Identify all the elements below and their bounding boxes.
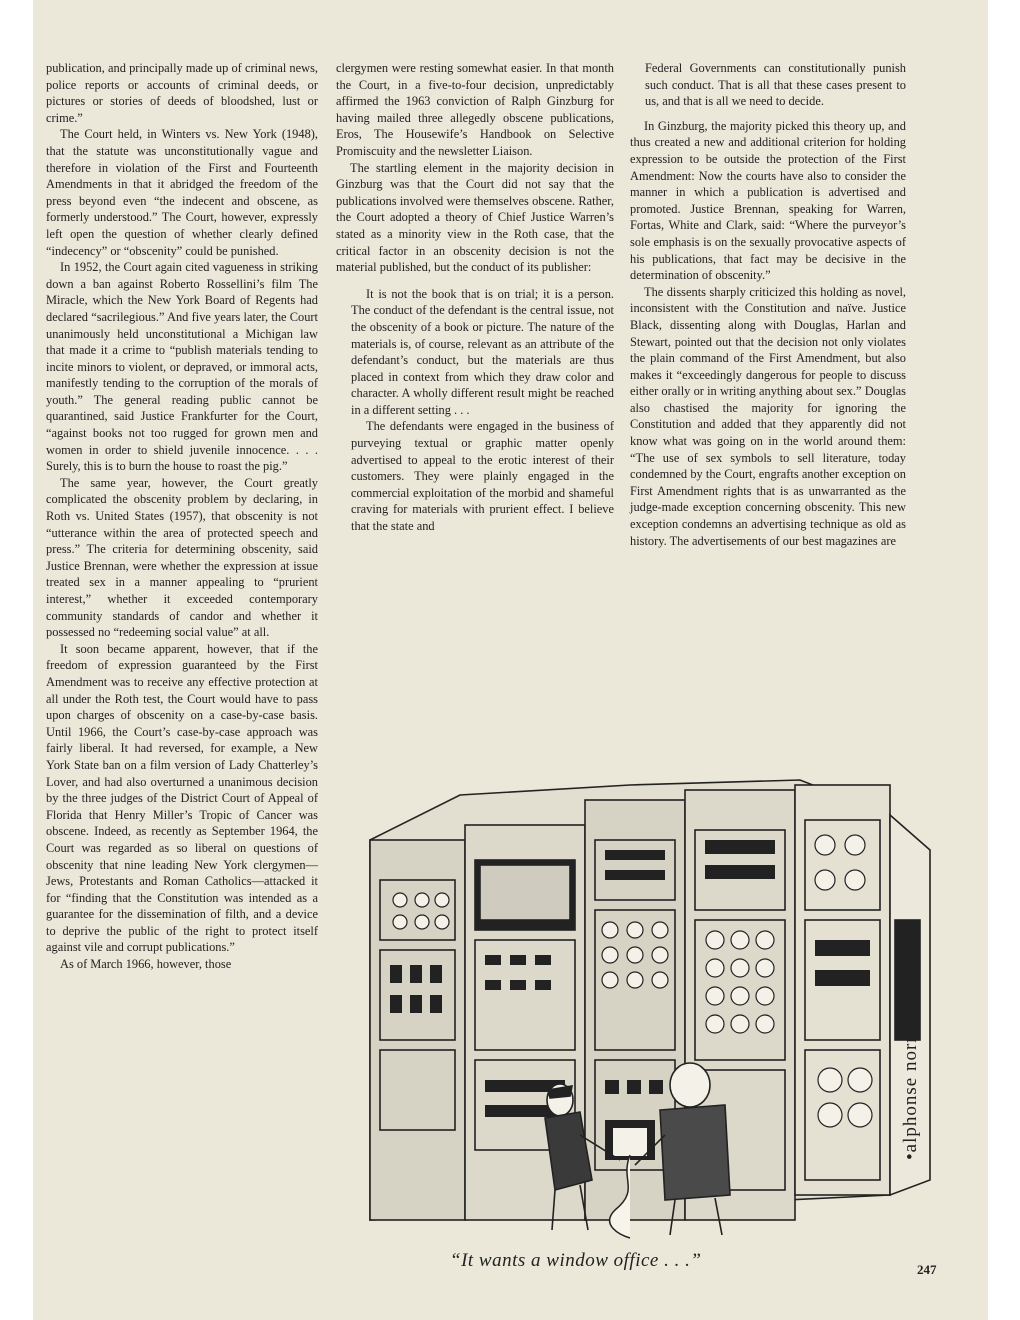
artist-signature: •alphonse normandia• [900, 973, 921, 1160]
paragraph: In 1952, the Court again cited vagueness in striking down a ban against Roberto Rossellini’s film The Miracle, which the New York Board of Regents had declared “sacrilegious.” And five years later, the Court unanimously held unconstitutional a Michigan law that made it a crime to “publish materials tending to incite minors to violent, or depraved, or immoral acts, manifestly tending to the corruption of the morals of youth.” The general reading public cannot be quarantined, said Justice Frankfurter for the Court, “against books not too rugged for grown men and women in order to shield juvenile innocence. . . . Surely, this is to burn the house to roast the pig.” [46, 260, 318, 474]
cartoon-caption: “It wants a window office . . .” [450, 1250, 702, 1271]
paragraph: As of March 1966, however, those [60, 957, 232, 972]
page-number: 247 [917, 1262, 937, 1277]
text-column-3 [630, 60, 906, 549]
paragraph: In Ginzburg, the majority picked this theory up, and thus created a new and additional criterion for holding expression to be outside the protection of the First Amendment: Now the courts have also to consider the manner in which a publication is advertised and promoted. Justice Brennan, speaking for Warren, Fortas, White and Clark, said: “Where the purveyor’s sole emphasis is on the sexually provocative aspects of his publications, that fact may be decisive in the determination of obscenity.” [630, 118, 906, 283]
paragraph: publication, and principally made up of criminal news, police reports or accounts of criminal deeds, or pictures or stories of deeds of bloodshed, lust or crime.” [46, 61, 318, 125]
quote-paragraph: The defendants were engaged in the business of purveying textual or graphic matter openly advertised to appeal to the erotic interest of their customers. They were plainly engaged in the commercial exploitation of the morbid and shameful craving for materials with prurient effect. I believe that the state and [351, 419, 614, 534]
block-quote [336, 286, 614, 535]
paragraph: The Court held, in Winters vs. New York (1948), that the statute was unconstitutionally vague and therefore in violation of the First and Fourteenth Amendments in that it abridged the freedom of the press beyond even “the indecent and obscene, as formerly understood.” The Court, however, expressly left open the question of whether clearly defined “indecency” or “obscenity” could be punished. [46, 127, 318, 258]
paragraph: It soon became apparent, however, that if the freedom of expression guaranteed by the First Amendment was to receive any effective protection at all under the Roth test, the Court would have to pass upon charges of obscenity on a case-by-case basis. Until 1966, the Court’s case-by-case approach was fairly liberal. It had reversed, for example, a New York State ban on a film version of Lady Chatterley’s Lover, and had also overturned a unanimous decision by the three judges of the District Court of Appeal of Florida that Henry Miller’s Tropic of Cancer was obscene. Indeed, as recently as September 1964, the Court was regarded as so liberal on questions of obscenity that nine leading New York clergymen—Jews, Protestants and Roman Catholics—attacked it for “finding that the Constitution was intended as a guarantee for the dissemination of filth, and a device to deprive the public of the right to protect itself against vile and corrupt publications.” [46, 641, 318, 955]
quote-paragraph: It is not the book that is on trial; it is a person. The conduct of the defendant is the central issue, not the obscenity of a book or picture. The nature of the materials is, of course, relevant as an attribute of the defendant’s conduct, but the materials are thus placed in context from which they draw color and character. A wholly different result might be reached in a different setting . . . [351, 286, 614, 417]
text-column-1 [46, 60, 318, 973]
paragraph: The dissents sharply criticized this holding as novel, inconsistent with the Constitution and naïve. Justice Black, dissenting along with Douglas, Harlan and Stewart, pointed out that the decision not only violates the plain command of the First Amendment, but also makes it “exceedingly dangerous for people to discuss either orally or in writing anything about sex.” Douglas also chastised the majority for ignoring the Constitution and added that they apparently did not know what was going on in the world around them: “The use of sex symbols to sell literature, today condemned by the Court, engrafts another exception on First Amendment rights that is as unwarranted as the judge-made exception concerning obscenity. This new exception condemns an advertising technique as old as history. The advertisements of our best magazines are [630, 284, 906, 548]
paragraph: The same year, however, the Court greatly complicated the obscenity problem by declaring, in Roth vs. United States (1957), that obscenity is not “utterance within the area of protected speech and press.” The criteria for determining obscenity, said Justice Brennan, were whether the expression at issue treated sex in a manner appealing to “prurient interest,” whether it exceeded contemporary community standards of candor and whether it possessed no “redeeming social value” at all. [46, 475, 318, 640]
paragraph: The startling element in the majority decision in Ginzburg was that the Court did not say that the publications involved were themselves obscene. Rather, the Court adopted a theory of Chief Justice Warren’s stated as a minority view in the Roth case, that the critical factor in an obscenity decision is not the material published, but the conduct of its publisher: [336, 160, 614, 275]
quote-paragraph: Federal Governments can constitutionally punish such conduct. That is all that these cases present to us, and that is all we need to decide. [645, 61, 906, 109]
paragraph: clergymen were resting somewhat easier. In that month the Court, in a five-to-four decision, unpredictably affirmed the 1963 conviction of Ralph Ginzburg for having mailed three allegedly obscene publications, Eros, The Housewife’s Handbook on Selective Promiscuity and the newsletter Liaison. [336, 61, 614, 158]
text-column-2 [336, 60, 614, 535]
cartoon-illustration [330, 740, 942, 1240]
block-quote-continued [630, 60, 906, 110]
